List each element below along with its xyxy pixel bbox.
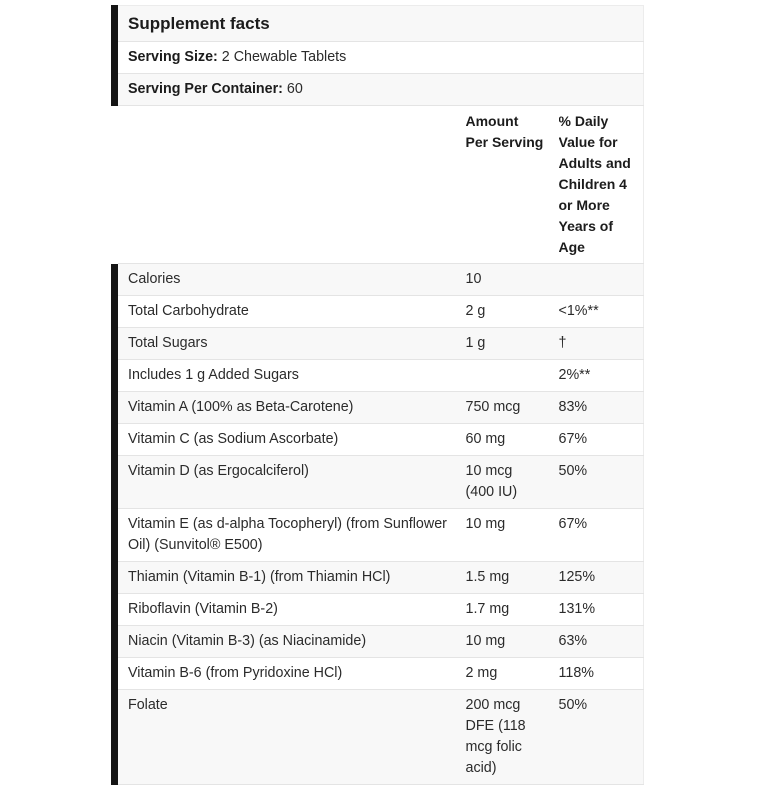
- nutrient-label: Vitamin D (as Ergocalciferol): [115, 456, 466, 509]
- amount-cell: 10: [466, 264, 559, 296]
- amount-cell: 1.7 mg: [466, 594, 559, 626]
- table-row: [115, 626, 644, 658]
- amount-cell: 2 g: [466, 296, 559, 328]
- daily-value-column-header: % Daily Value for Adults and Children 4 or More Years of Age: [559, 106, 644, 264]
- nutrient-label: Total Sugars: [115, 328, 466, 360]
- table-row: [115, 509, 644, 562]
- nutrient-label: Includes 1 g Added Sugars: [115, 360, 466, 392]
- table-row: [115, 456, 644, 509]
- serving-size-value: 2 Chewable Tablets: [221, 49, 347, 65]
- nutrient-label: Folate: [115, 690, 466, 785]
- dv-cell: 63%: [559, 626, 644, 658]
- table-row: [115, 424, 644, 456]
- table-row: [115, 392, 644, 424]
- nutrient-label: Vitamin C (as Sodium Ascorbate): [115, 424, 466, 456]
- nutrient-label: Calories: [115, 264, 466, 296]
- amount-cell: 10 mcg (400 IU): [466, 456, 559, 509]
- nutrient-label: Vitamin E (as d-alpha Tocopheryl) (from Sunflower Oil) (Sunvitol® E500): [115, 509, 466, 562]
- amount-cell: 10 mg: [466, 626, 559, 658]
- dv-cell: 50%: [559, 690, 644, 785]
- supplement-facts-table: [111, 5, 644, 785]
- serving-size-label: Serving Size:: [128, 49, 218, 65]
- column-header-row: [115, 106, 644, 264]
- amount-cell: 750 mcg: [466, 392, 559, 424]
- table-row: [115, 360, 644, 392]
- table-row: [115, 296, 644, 328]
- serving-per-container-label: Serving Per Container:: [128, 81, 283, 97]
- serving-per-container-value: 60: [286, 81, 303, 97]
- dv-cell: 67%: [559, 509, 644, 562]
- amount-cell: 1.5 mg: [466, 562, 559, 594]
- dv-cell: 2%**: [559, 360, 644, 392]
- dv-cell: 118%: [559, 658, 644, 690]
- nutrient-label: Vitamin A (100% as Beta-Carotene): [115, 392, 466, 424]
- table-row: [115, 690, 644, 785]
- nutrient-label: Thiamin (Vitamin B-1) (from Thiamin HCl): [115, 562, 466, 594]
- nutrient-label: Riboflavin (Vitamin B-2): [115, 594, 466, 626]
- amount-cell: [466, 360, 559, 392]
- dv-cell: 67%: [559, 424, 644, 456]
- table-row: [115, 594, 644, 626]
- amount-cell: 2 mg: [466, 658, 559, 690]
- table-row: [115, 328, 644, 360]
- serving-per-container-cell: [115, 74, 644, 106]
- nutrient-label: Vitamin B-6 (from Pyridoxine HCl): [115, 658, 466, 690]
- serving-per-container-row: [115, 74, 644, 106]
- serving-size-cell: [115, 42, 644, 74]
- amount-cell: 10 mg: [466, 509, 559, 562]
- table-title: Supplement facts: [115, 6, 644, 42]
- dv-cell: 131%: [559, 594, 644, 626]
- dv-cell: 50%: [559, 456, 644, 509]
- amount-column-header: Amount Per Serving: [466, 106, 559, 264]
- table-row: [115, 562, 644, 594]
- dv-cell: 83%: [559, 392, 644, 424]
- serving-size-row: [115, 42, 644, 74]
- table-row: [115, 264, 644, 296]
- nutrient-label: Niacin (Vitamin B-3) (as Niacinamide): [115, 626, 466, 658]
- dv-cell: 125%: [559, 562, 644, 594]
- dv-cell: †: [559, 328, 644, 360]
- amount-cell: 1 g: [466, 328, 559, 360]
- dv-cell: <1%**: [559, 296, 644, 328]
- nutrient-label: Total Carbohydrate: [115, 296, 466, 328]
- table-row: [115, 658, 644, 690]
- spacer-cell: [115, 106, 466, 264]
- title-row: [115, 6, 644, 42]
- dv-cell: [559, 264, 644, 296]
- amount-cell: 200 mcg DFE (118 mcg folic acid): [466, 690, 559, 785]
- amount-cell: 60 mg: [466, 424, 559, 456]
